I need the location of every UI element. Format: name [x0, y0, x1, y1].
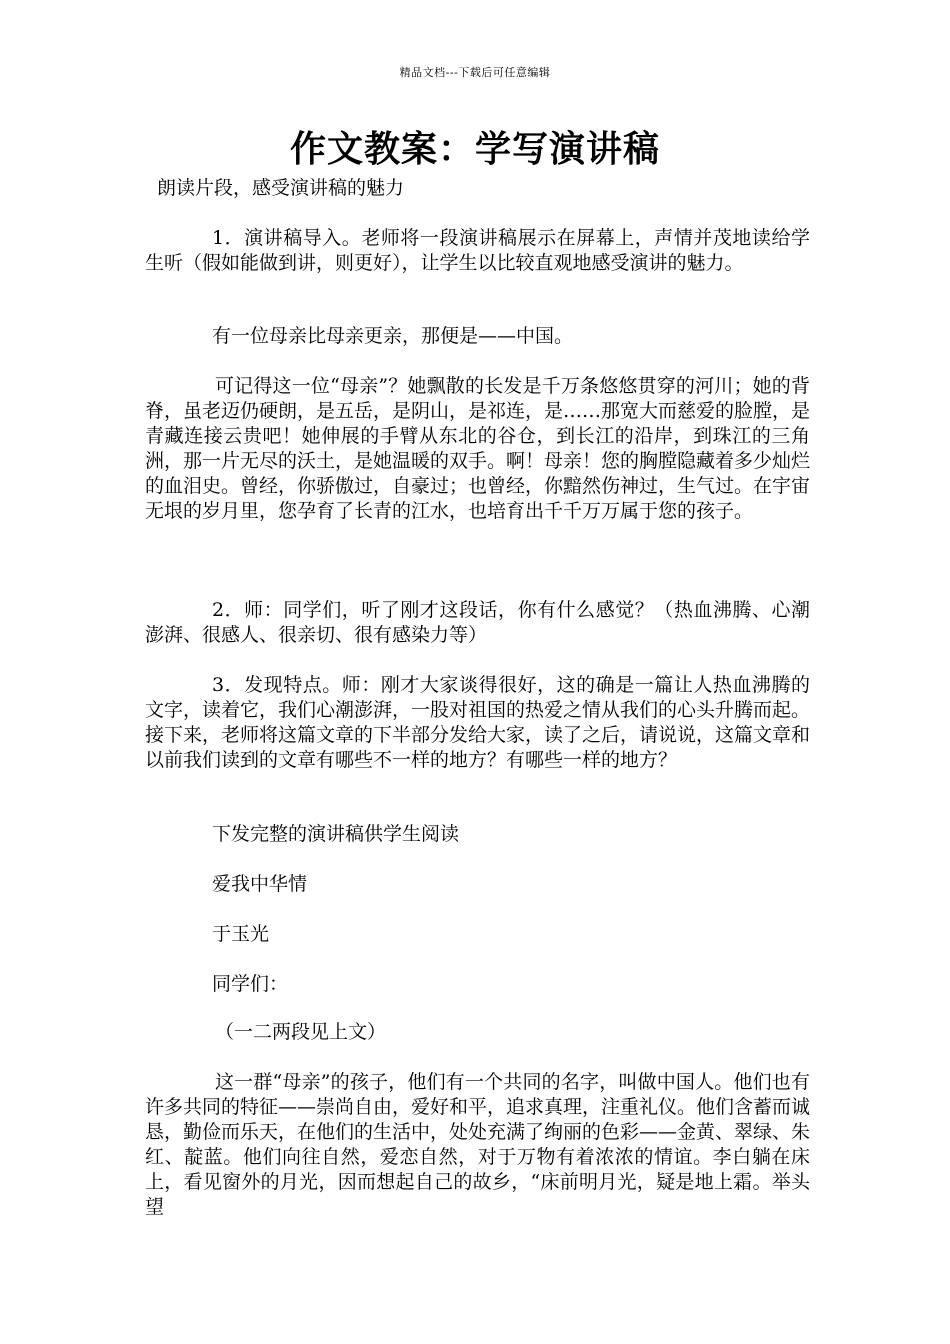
paragraph-7: 这一群“母亲”的孩子，他们有一个共同的名字，叫做中国人。他们也有许多共同的特征——崇尚自由，爱好和平，追求真理，注重礼仪。他们含蓄而诚恳，勤俭而乐天，在他们的生活中，处处充满了绚丽的色彩——金黄、翠绿、朱红、靛蓝。他们向往自然，爱恋自然，对于万物有着浓浓的情谊。李白躺在床上，看见窗外的月光，因而想起自己的故乡，“床前明月光，疑是地上霜。举头望 — [145, 1071, 811, 1218]
paragraph-4: 2．师：同学们，听了刚才这段话，你有什么感觉？（热血沸腾、心潮澎湃、很感人、很亲切、很有感染力等） — [145, 599, 810, 646]
speech-note: （一二两段见上文） — [215, 1021, 387, 1043]
paragraph-3: 可记得这一位“母亲”？她飘散的长发是千万条悠悠贯穿的河川；她的背脊，虽老迈仍硬朗，是五岳，是阴山，是祁连，是……那宽大而慈爱的脸膛，是青藏连接云贵吧！她伸展的手臂从东北的谷仓，到长江的沿岸，到珠江的三角洲，那一片无尽的沃土，是她温暖的双手。啊！母亲！您的胸膛隐藏着多少灿烂的血泪史。曾经，你骄傲过，自豪过；也曾经，你黯然伤神过，生气过。在宇宙无垠的岁月里，您孕育了长青的江水，也培育出千千万万属于您的孩子。 — [145, 375, 811, 522]
paragraph-1: 1．演讲稿导入。老师将一段演讲稿展示在屏幕上，声情并茂地读给学生听（假如能做到讲，则更好），让学生以比较直观地感受演讲的魅力。 — [145, 227, 810, 274]
paragraph-2: 有一位母亲比母亲更亲，那便是——中国。 — [212, 325, 574, 347]
speech-title: 爱我中华情 — [212, 873, 308, 895]
paragraph-6: 下发完整的演讲稿供学生阅读 — [212, 823, 460, 845]
document-title: 作文教案：学写演讲稿 — [289, 129, 660, 170]
paragraph-5: 3．发现特点。师：刚才大家谈得很好，这的确是一篇让人热血沸腾的文字，读着它，我们心潮澎湃，一股对祖国的热爱之情从我们的心头升腾而起。接下来，老师将这篇文章的下半部分发给大家，读了之后，请说说，这篇文章和以前我们读到的文章有哪些不一样的地方？有哪些一样的地方？ — [145, 674, 811, 771]
speech-author: 于玉光 — [212, 923, 270, 945]
subheading: 朗读片段，感受演讲稿的魅力 — [157, 177, 405, 199]
speech-salutation: 同学们： — [212, 973, 289, 995]
header-note: 精品文档---下载后可任意编辑 — [399, 66, 551, 79]
